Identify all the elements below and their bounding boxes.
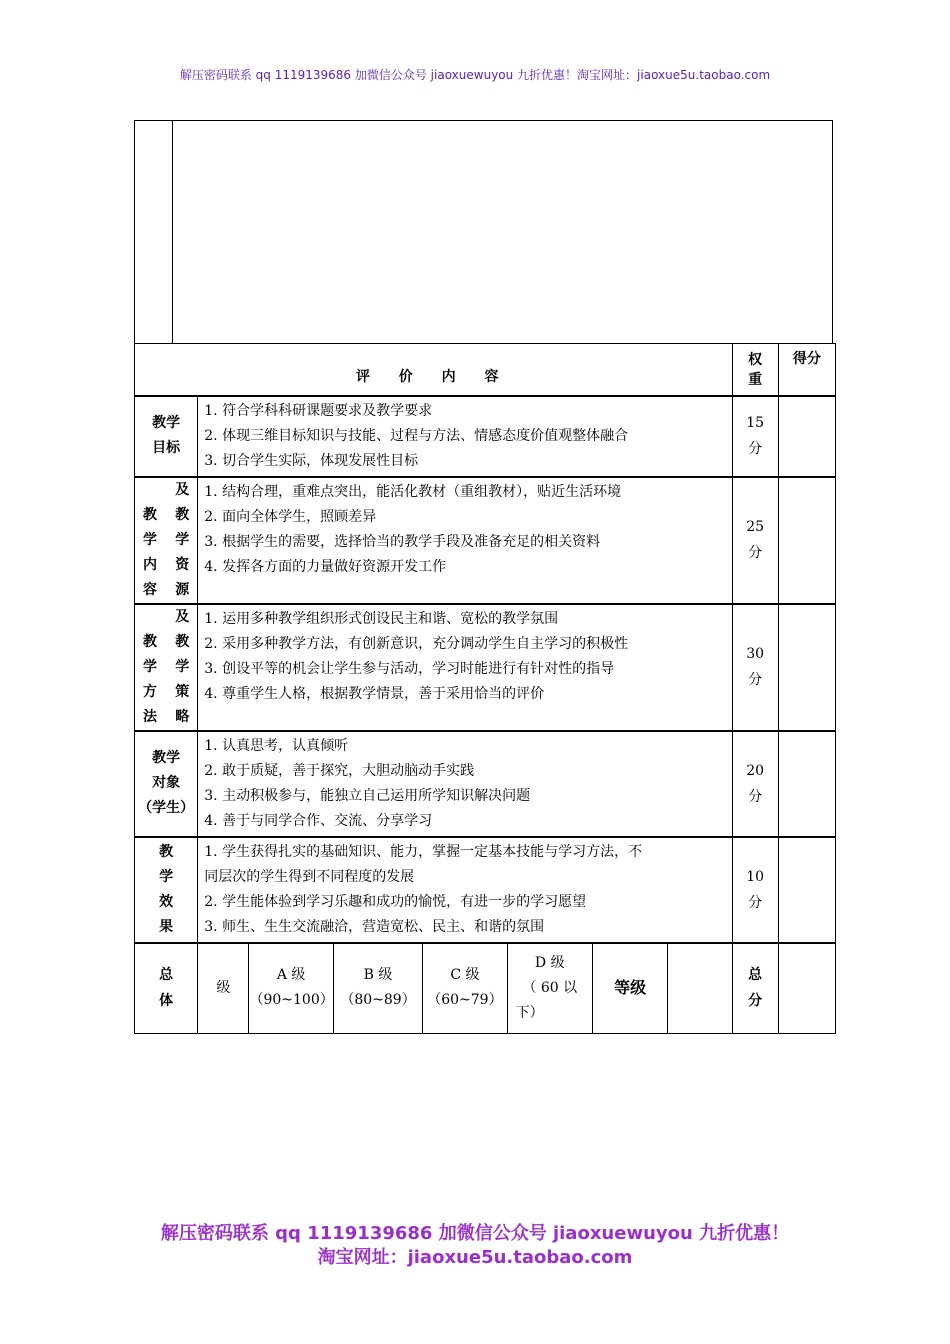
previous-table-section (134, 120, 833, 343)
row-weight: 20 分 (732, 731, 778, 837)
row-items: 1. 学生获得扎实的基础知识、能力，掌握一定基本技能与学习方法，不 同层次的学生得到不同程度的发展 2. 学生能体验到学习乐趣和成功的愉悦，有进一步的学习愿望 3. 师生、生生交流融洽，营造宽松、民主、和谐的氛围 (198, 837, 732, 943)
column-divider (172, 121, 173, 343)
row-items: 1. 运用多种教学组织形式创设民主和谐、宽松的教学氛围 2. 采用多种教学方法，有创新意识，充分调动学生自主学习的积极性 3. 创设平等的机会让学生参与活动，学习时能进行有针对性的指导 4. 尊重学生人格，根据教学情景，善于采用恰当的评价 (198, 604, 732, 731)
grade-a: A 级 （90~100） (249, 943, 333, 1034)
table-row (135, 837, 836, 943)
row-category: 教学 目标 (135, 396, 198, 477)
grade-label: 等级 (592, 943, 667, 1034)
row-items: 1. 认真思考，认真倾听 2. 敢于质疑，善于探究，大胆动脑动手实践 3. 主动积极参与，能独立自己运用所学知识解决问题 4. 善于与同学合作、交流、分享学习 (198, 731, 732, 837)
row-score-cell (778, 396, 835, 477)
table-row (135, 396, 836, 477)
row-category: 及 教 教 学 学 内 资 容 源 (135, 477, 198, 604)
table-header-row (135, 344, 836, 396)
grade-d: D 级 （ 60 以 下） (507, 943, 592, 1034)
row-score-cell (778, 731, 835, 837)
overall-label: 总 体 (135, 943, 198, 1034)
evaluation-table (134, 343, 836, 1034)
table-title: 评 价 内 容 (135, 344, 733, 396)
table-row (135, 604, 836, 731)
total-label: 总 分 (732, 943, 778, 1034)
weight-header: 权 重 (732, 344, 778, 396)
total-score-cell (778, 943, 835, 1034)
table-row (135, 477, 836, 604)
table-row (135, 731, 836, 837)
row-items: 1. 结构合理，重难点突出，能活化教材（重组教材），贴近生活环境 2. 面向全体学生，照顾差异 3. 根据学生的需要，选择恰当的教学手段及准备充足的相关资料 4. 发挥各方面的力量做好资源开发工作 (198, 477, 732, 604)
grade-c: C 级 （60~79） (423, 943, 507, 1034)
row-score-cell (778, 837, 835, 943)
footer-line-1: 解压密码联系 qq 1119139686 加微信公众号 jiaoxuewuyou 九折优惠！ (160, 1223, 790, 1244)
score-header: 得分 (778, 344, 835, 396)
row-category: 教学 对象 （学生） (135, 731, 198, 837)
row-weight: 10 分 (732, 837, 778, 943)
footer-line-2: 淘宝网址：jiaoxue5u.taobao.com (317, 1247, 633, 1268)
row-category: 及 教 教 学 学 方 策 法 略 (135, 604, 198, 731)
row-category: 教 学 效 果 (135, 837, 198, 943)
grade-value-cell (668, 943, 732, 1034)
row-items: 1. 符合学科科研课题要求及教学要求 2. 体现三维目标知识与技能、过程与方法、情感态度价值观整体融合 3. 切合学生实际，体现发展性目标 (198, 396, 732, 477)
row-score-cell (778, 604, 835, 731)
row-weight: 25 分 (732, 477, 778, 604)
grade-b: B 级 （80~89） (333, 943, 422, 1034)
row-score-cell (778, 477, 835, 604)
row-weight: 15 分 (732, 396, 778, 477)
overall-row (135, 943, 836, 1034)
row-weight: 30 分 (732, 604, 778, 731)
level-label: 级 (198, 943, 249, 1034)
header-watermark: 解压密码联系 qq 1119139686 加微信公众号 jiaoxuewuyou 九折优惠！淘宝网址：jiaoxue5u.taobao.com (179, 68, 771, 82)
